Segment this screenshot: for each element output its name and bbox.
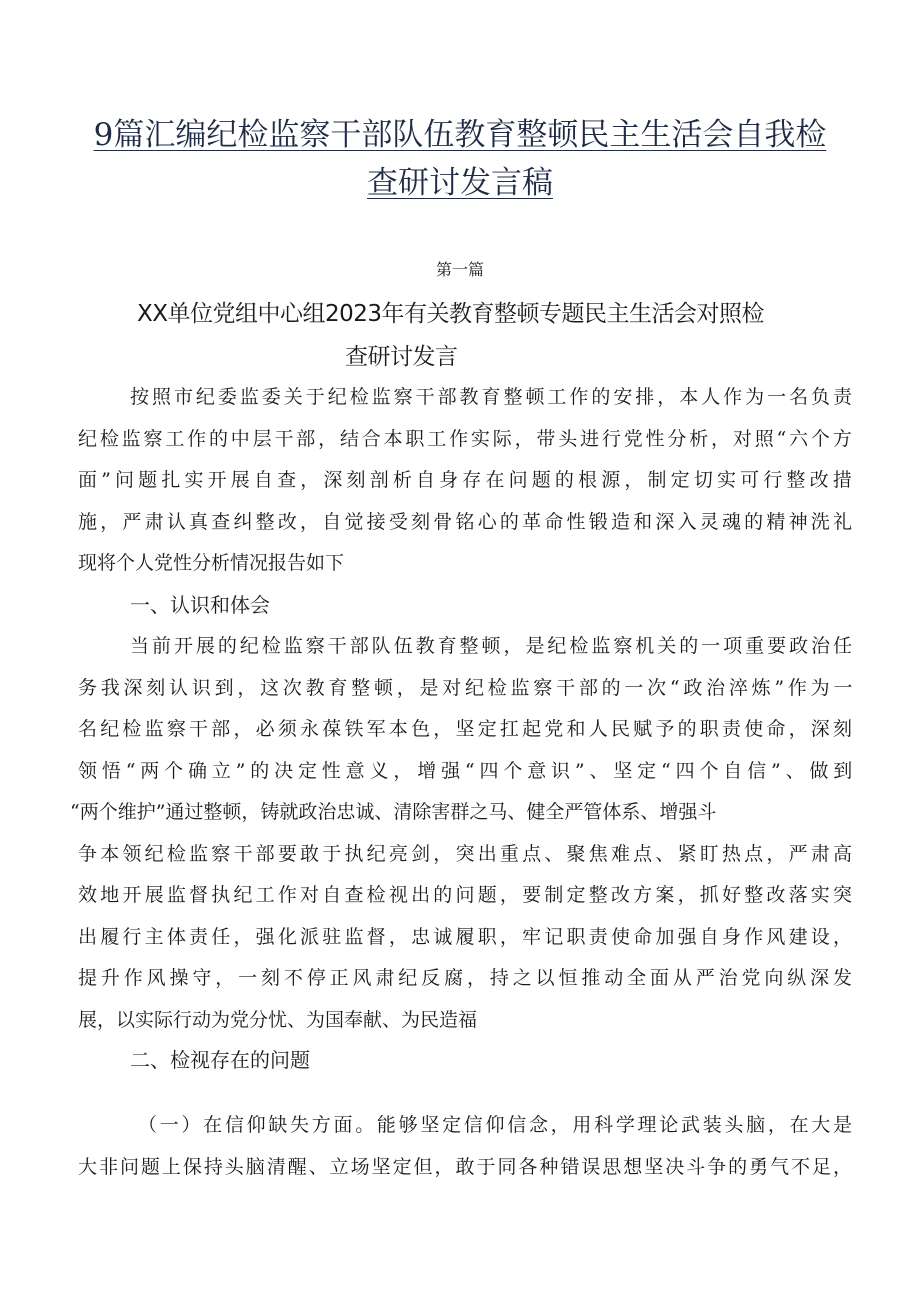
section-2-line-2: 大非问题上保持头脑清醒、立场坚定但，敢于同各种错误思想坚决斗争的勇气不足，	[78, 1156, 854, 1178]
section-2-line-1: （一）在信仰缺失方面。能够坚定信仰信念，用科学理论武装头脑，在大是	[138, 1114, 855, 1136]
intro-line-2: 纪检监察工作的中层干部，结合本职工作实际，带头进行党性分析，对照“六个方	[78, 428, 855, 450]
section-1-line-5: “两个维护”通过整顿，铸就政治忠诚、清除害群之马、健全严管体系、增强斗	[70, 801, 717, 823]
section-1-line-4: 领悟“两个确立”的决定性意义，增强“四个意识”、坚定“四个自信”、做到	[78, 760, 858, 782]
section-1-line-7: 效地开展监督执纪工作对自查检视出的问题，要制定整改方案，抓好整改落实突	[78, 884, 856, 906]
section-1-heading: 一、认识和体会	[130, 593, 270, 617]
intro-line-5: 现将个人党性分析情况报告如下	[78, 552, 345, 574]
section-1-line-1: 当前开展的纪检监察干部队伍教育整顿，是纪检监察机关的一项重要政治任	[130, 635, 855, 657]
section-1-line-8: 出履行主体责任，强化派驻监督，忠诚履职，牢记职责使命加强自身作风建设，	[78, 926, 856, 948]
intro-line-3: 面”问题扎实开展自查，深刻剖析自身存在问题的根源，制定切实可行整改措	[78, 469, 856, 491]
section-1-line-3: 名纪检监察干部，必须永葆铁军本色，坚定扛起党和人民赋予的职责使命，深刻	[78, 718, 856, 740]
document-title-line-2: 查研讨发言稿	[367, 165, 553, 201]
document-title-line-1: 9篇汇编纪检监察干部队伍教育整顿民主生活会自我检	[93, 117, 827, 153]
part-label: 第一篇	[435, 260, 484, 279]
section-2-heading: 二、检视存在的问题	[130, 1048, 310, 1072]
section-1-line-6: 争本领纪检监察干部要敢于执纪亮剑，突出重点、聚焦难点、紧盯热点，严肃高	[78, 843, 856, 865]
intro-line-1: 按照市纪委监委关于纪检监察干部教育整顿工作的安排，本人作为一名负责	[130, 386, 855, 408]
section-1-line-9: 提升作风操守，一刻不停正风肃纪反腐，持之以恒推动全面从严治党向纵深发	[78, 967, 856, 989]
section-1-line-10: 展，以实际行动为党分忧、为国奉献、为民造福	[78, 1009, 478, 1031]
section-1-line-2: 务我深刻认识到，这次教育整顿，是对纪检监察干部的一次“政治淬炼”作为一	[78, 677, 857, 699]
intro-line-4: 施，严肃认真查纠整改，自觉接受刻骨铭心的革命性锻造和深入灵魂的精神洗礼	[78, 511, 856, 533]
article-subtitle-line-1: XX单位党组中心组2023年有关教育整顿专题民主生活会对照检	[137, 301, 765, 327]
article-subtitle-line-2: 查研讨发言	[345, 344, 458, 370]
